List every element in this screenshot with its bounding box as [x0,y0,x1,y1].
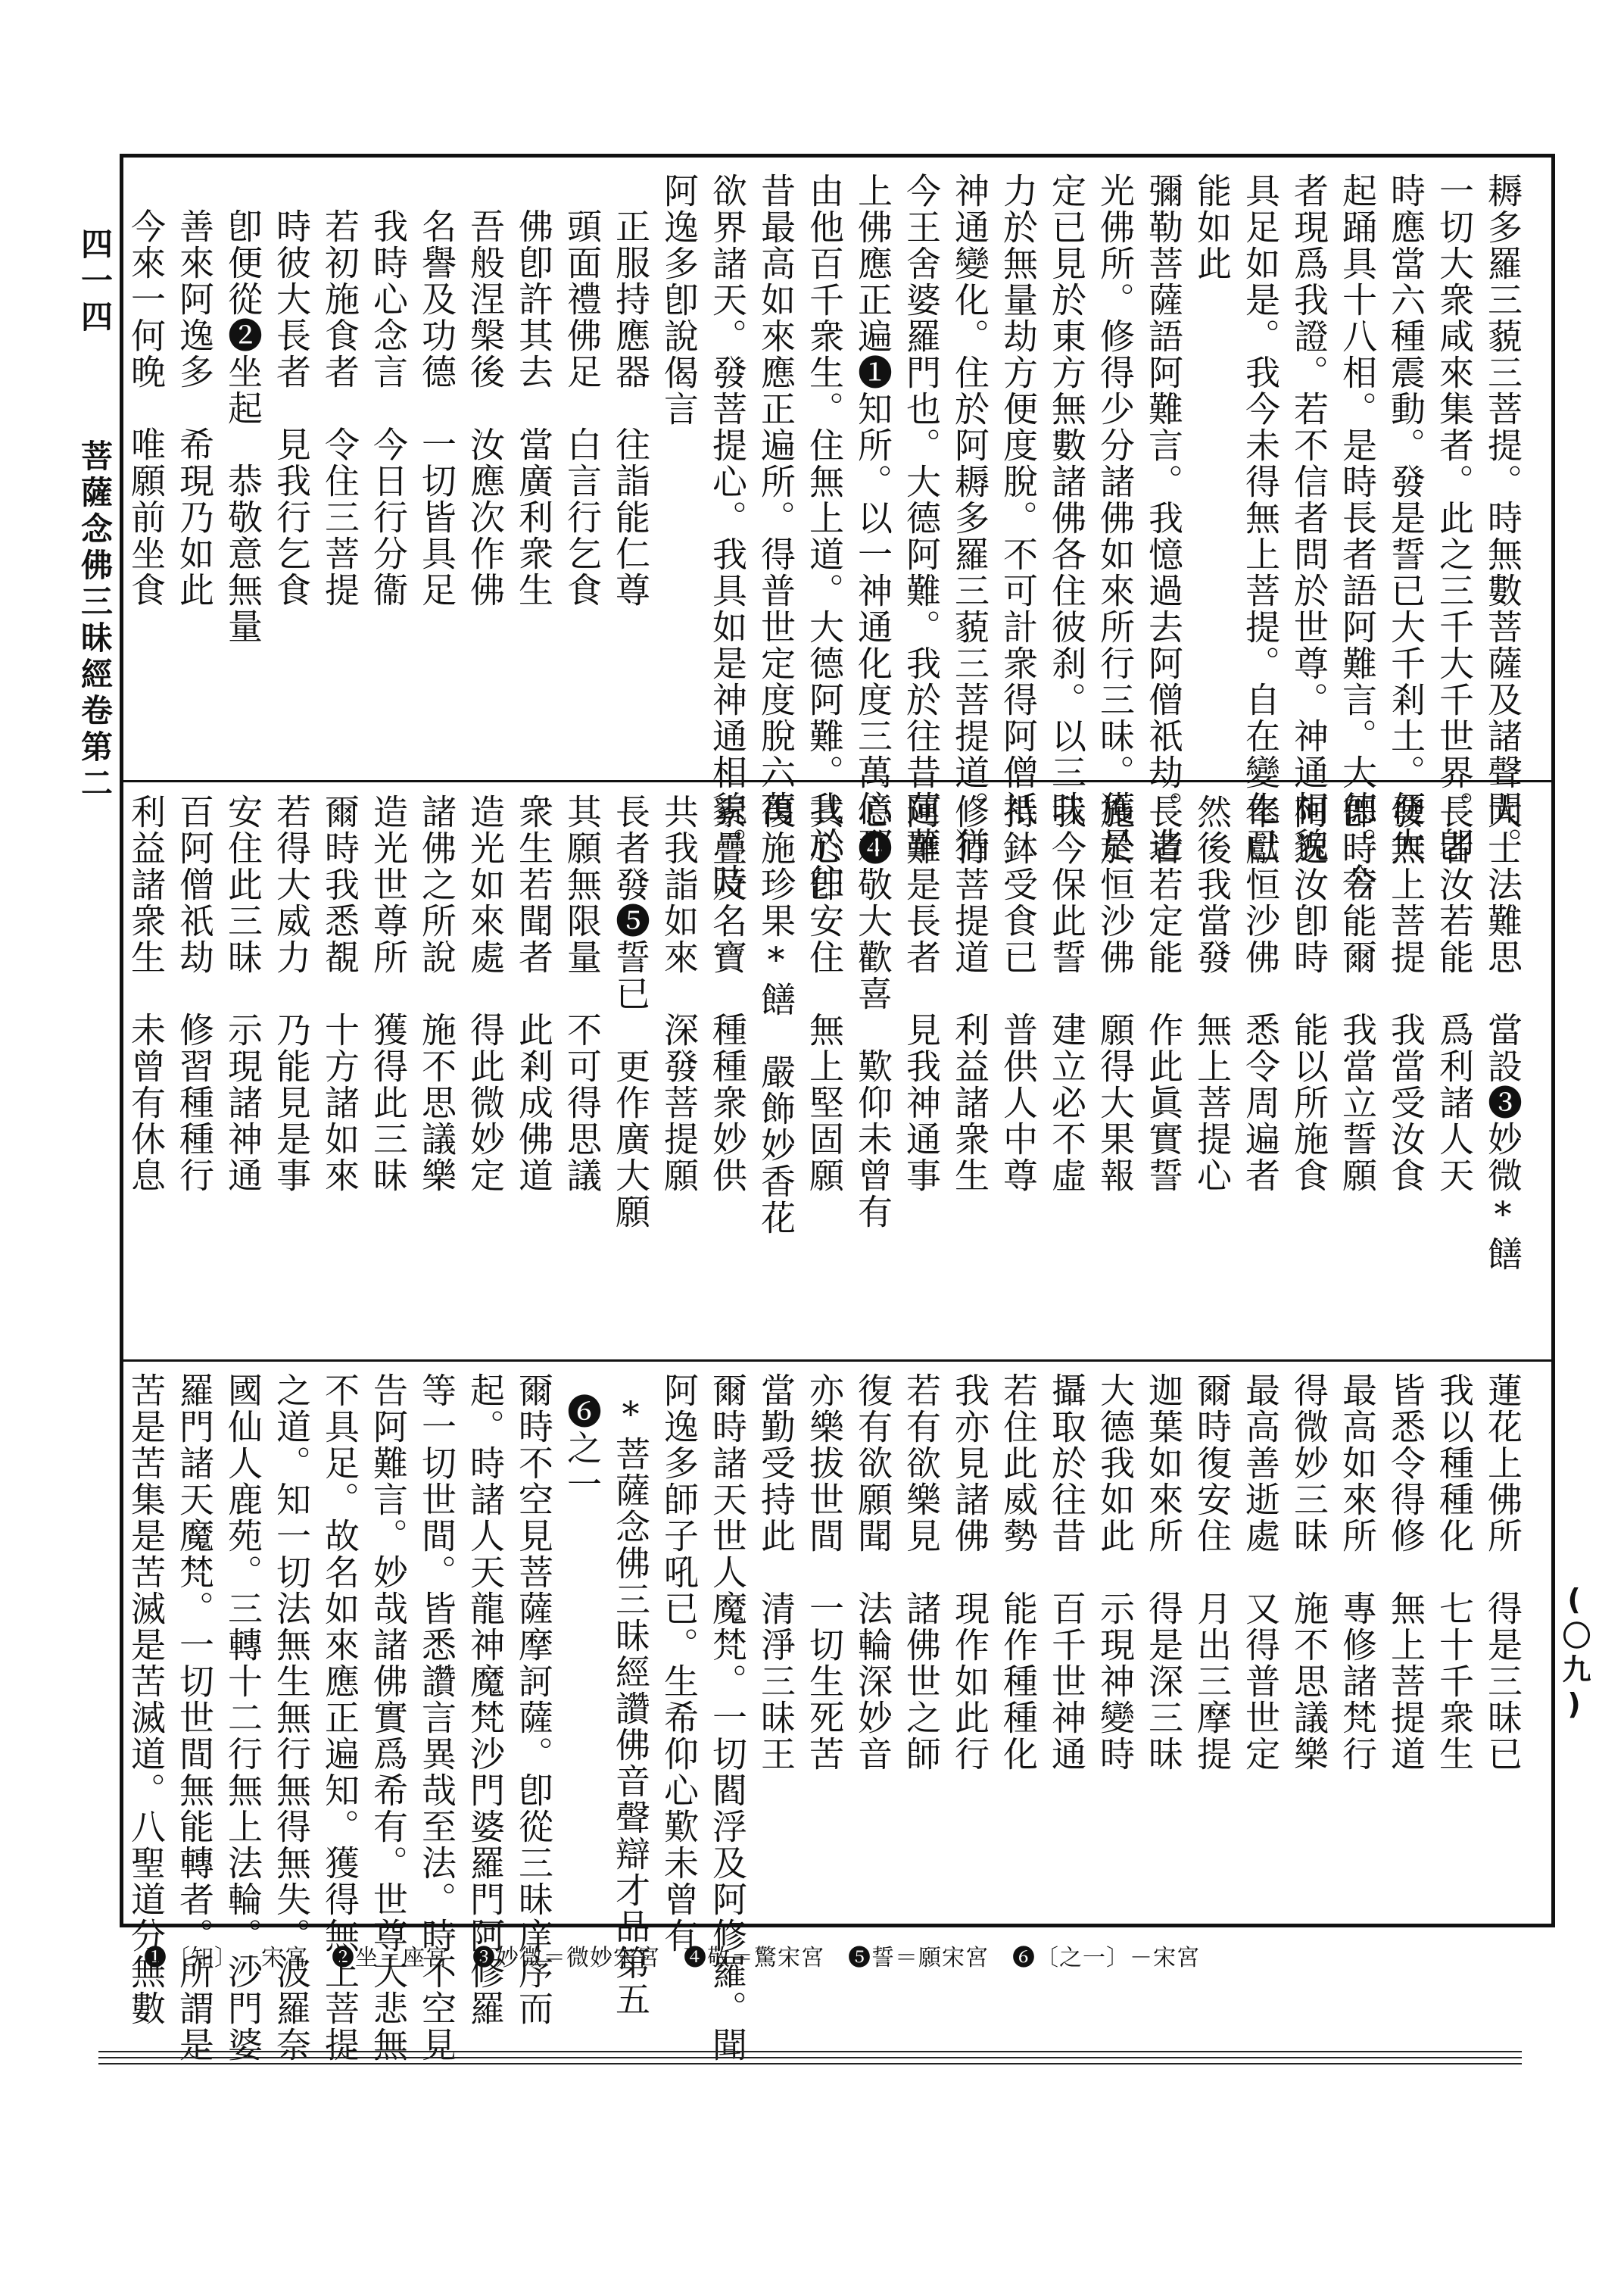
text-column: 造光世尊所 獲得此三昧 [368,794,409,1194]
text-column: 告阿難言。妙哉諸佛實爲希有。世尊大悲無 [368,1372,409,2063]
text-column: 爾時我悉覩 十方諸如來 [320,794,360,1194]
text-column: 持鉢受食已 普供人中尊 [998,794,1039,1194]
text-column: 耨多羅三藐三菩提。時無數菩薩及諸聲聞。 [1482,173,1523,863]
book-title: 菩薩念佛三昧經卷第二 [76,439,114,803]
text-column: 諸佛之所說 施不思議樂 [416,794,457,1194]
text-column: 具足如是。我今未得無上菩提。自在變化已 [1240,173,1281,863]
text-column: 爾時不空見菩薩摩訶薩。卽從三昧庠序而 [513,1372,554,2027]
text-column: 佛卽許其去 當廣利衆生 [513,208,554,608]
bottom-rule-3 [98,2063,1522,2064]
text-column: 大德我如此 示現神變時 [1095,1372,1136,1772]
text-column: 今來一何晚 唯願前坐食 [126,208,167,608]
text-column: 善來阿逸多 希現乃如此 [174,208,215,608]
bottom-rule-1 [98,2051,1522,2052]
text-column: 欲界諸天。發菩提心。我具如是神通相貌。時 [707,173,748,900]
text-column: 苦是苦集是苦滅是苦滅道。八聖道分無數 [126,1372,167,2027]
text-column: 然後我當發 無上菩提心 [1192,794,1233,1194]
text-column: 心❹敬大歡喜 歎仰未曾有 [853,794,893,1230]
text-column: 國仙人鹿苑。三轉十二行無上法輪。沙門婆 [223,1372,263,2063]
chapter-subtitle: ❻之一 [562,1393,603,1503]
text-column: 若有欲樂見 諸佛世之師 [901,1372,942,1772]
text-column: 長者若定能 作此眞實誓 [1143,794,1184,1194]
text-column: 羅門諸天魔梵。一切世間無能轉者。所謂是 [174,1372,215,2063]
text-column: 彌勒菩薩語阿難言。我憶過去阿僧祇劫。造 [1143,173,1184,863]
text-column: 我亦見諸佛 現作如此行 [949,1372,990,1772]
page-label: 四一四 [76,227,114,336]
text-column: 吾般涅槃後 汝應次作佛 [465,208,506,608]
text-column: 復施珍果*饍 嚴飾妙香花 [756,794,796,1236]
text-column: 光佛所。修得少分諸佛如來所行三昧。獲是 [1095,173,1136,863]
page-number: (〇九) [1557,1583,1591,1725]
text-column: 奉獻恒沙佛 悉令周遍者 [1240,794,1281,1194]
text-column: 一切大衆咸來集者。此之三千大千世界。卽 [1434,173,1475,863]
text-column: 造光如來處 得此微妙定 [465,794,506,1194]
text-column: 卽便從❷坐起 恭敬意無量 [223,208,263,644]
text-column: 我時心念言 今日行分衞 [368,208,409,608]
text-column: 若初施食者 令住三菩提 [320,208,360,608]
text-column: 復有欲願聞 法輪深妙音 [853,1372,893,1772]
text-column: 起。時諸人天龍神魔梵沙門婆羅門阿修羅 [465,1372,506,2027]
text-column: 阿逸多卽說偈言 [659,173,700,427]
text-column: 施於恒沙佛 願得大果報 [1095,794,1136,1194]
footnotes: ❶〔知〕－宋宮 ❷坐＝座宮 ❸妙微＝微妙宋宮 ❹敬＝驚宋宮 ❺誓＝願宋宮 ❻〔之一〕－宋宮 [144,1945,1200,1971]
bottom-rule-2 [98,2057,1522,2058]
text-column: 起踊具十八相。是時長者語阿難言。大德。今 [1337,173,1378,900]
text-column: 正服持應器 往詣能仁尊 [610,208,651,608]
text-column: 其願無限量 不可得思議 [562,794,603,1194]
chapter-title: *菩薩念佛三昧經讚佛音聲辯才品第五 [610,1393,651,2018]
text-column: 發無上菩提 我當受汝食 [1386,794,1426,1194]
text-column: 最高善逝處 又得普世定 [1240,1372,1281,1772]
text-column: 不具足。故名如來應正遍知。獲得無上菩提 [320,1372,360,2063]
text-column: 今王舍婆羅門也。大德阿難。我於往昔蓮華 [901,173,942,863]
text-column: 修行菩提道 利益諸衆生 [949,794,990,1194]
text-column: 阿逸多師子吼已。生希仰心歎未曾有 [659,1372,700,1954]
text-column: 長者汝若能 爲利諸人天 [1434,794,1475,1194]
text-column: 當勤受持此 清淨三昧王 [756,1372,796,1772]
text-column: 大士法難思 當設❸妙微*饍 [1482,794,1523,1272]
text-column: 素疊及名寶 種種衆妙供 [707,794,748,1194]
text-column: 我今保此誓 建立必不虛 [1046,794,1087,1194]
text-column: 利益諸衆生 未曾有休息 [126,794,167,1194]
text-column: 能如此 [1192,173,1233,282]
text-column: 迦葉如來所 得是深三昧 [1143,1372,1184,1772]
text-column: 力於無量劫方便度脫。不可計衆得阿僧祇 [998,173,1039,827]
text-column: 爾時復安住 月出三摩提 [1192,1372,1233,1772]
text-column: 若得大威力 乃能見是事 [271,794,312,1194]
text-column: 衆生若聞者 此剎成佛道 [513,794,554,1194]
text-column: 名譽及功德 一切皆具足 [416,208,457,608]
text-column: 者現爲我證。若不信者問於世尊。神通相貌 [1289,173,1329,863]
text-column: 皆悉令得修 無上菩提道 [1386,1372,1426,1772]
text-column: 時應當六種震動。發是誓已大千剎土。便大 [1386,173,1426,863]
text-column: 阿逸汝卽時 能以所施食 [1289,794,1329,1194]
text-column: 亦樂拔世間 一切生死苦 [804,1372,845,1772]
text-column: 百阿僧祇劫 修習種種行 [174,794,215,1194]
text-column: 共我詣如來 深發菩提願 [659,794,700,1194]
text-column: 我以種種化 七十千衆生 [1434,1372,1475,1772]
text-column: 卽時若能爾 我當立誓願 [1337,794,1378,1194]
text-column: 安住此三昧 示現諸神通 [223,794,263,1194]
text-column: 時彼大長者 見我行乞食 [271,208,312,608]
text-column: 最高如來所 專修諸梵行 [1337,1372,1378,1772]
text-column: 昔最高如來應正遍所。得普世定度脫六萬 [756,173,796,827]
text-column: 爾時諸天世人魔梵。一切閻浮及阿修羅。聞 [707,1372,748,2063]
text-column: 得微妙三昧 施不思議樂 [1289,1372,1329,1772]
text-column: 神通變化。住於阿耨多羅三藐三菩提道。猶 [949,173,990,863]
text-column: 攝取於往昔 百千世神通 [1046,1372,1087,1772]
text-column: 定已見於東方無數諸佛各住彼刹。以三昧 [1046,173,1087,827]
text-column: 由他百千衆生。住無上道。大德阿難。我於往 [804,173,845,900]
text-column: 蓮花上佛所 得是三昧已 [1482,1372,1523,1772]
text-column: 等一切世間。皆悉讚言異哉至法。時不空見 [416,1372,457,2063]
section-divider-2 [123,1359,1551,1362]
text-column: 若住此威勢 能作種種化 [998,1372,1039,1772]
text-column: 阿難是長者 見我神通事 [901,794,942,1194]
text-column: 其心卽安住 無上堅固願 [804,794,845,1194]
text-column: 長者發❺誓已 更作廣大願 [610,794,651,1230]
text-column: 頭面禮佛足 白言行乞食 [562,208,603,608]
text-column: 之道。知一切法無生無行無得無失。波羅奈 [271,1372,312,2063]
text-column: 上佛應正遍❶知所。以一神通化度三萬億那 [853,173,893,863]
